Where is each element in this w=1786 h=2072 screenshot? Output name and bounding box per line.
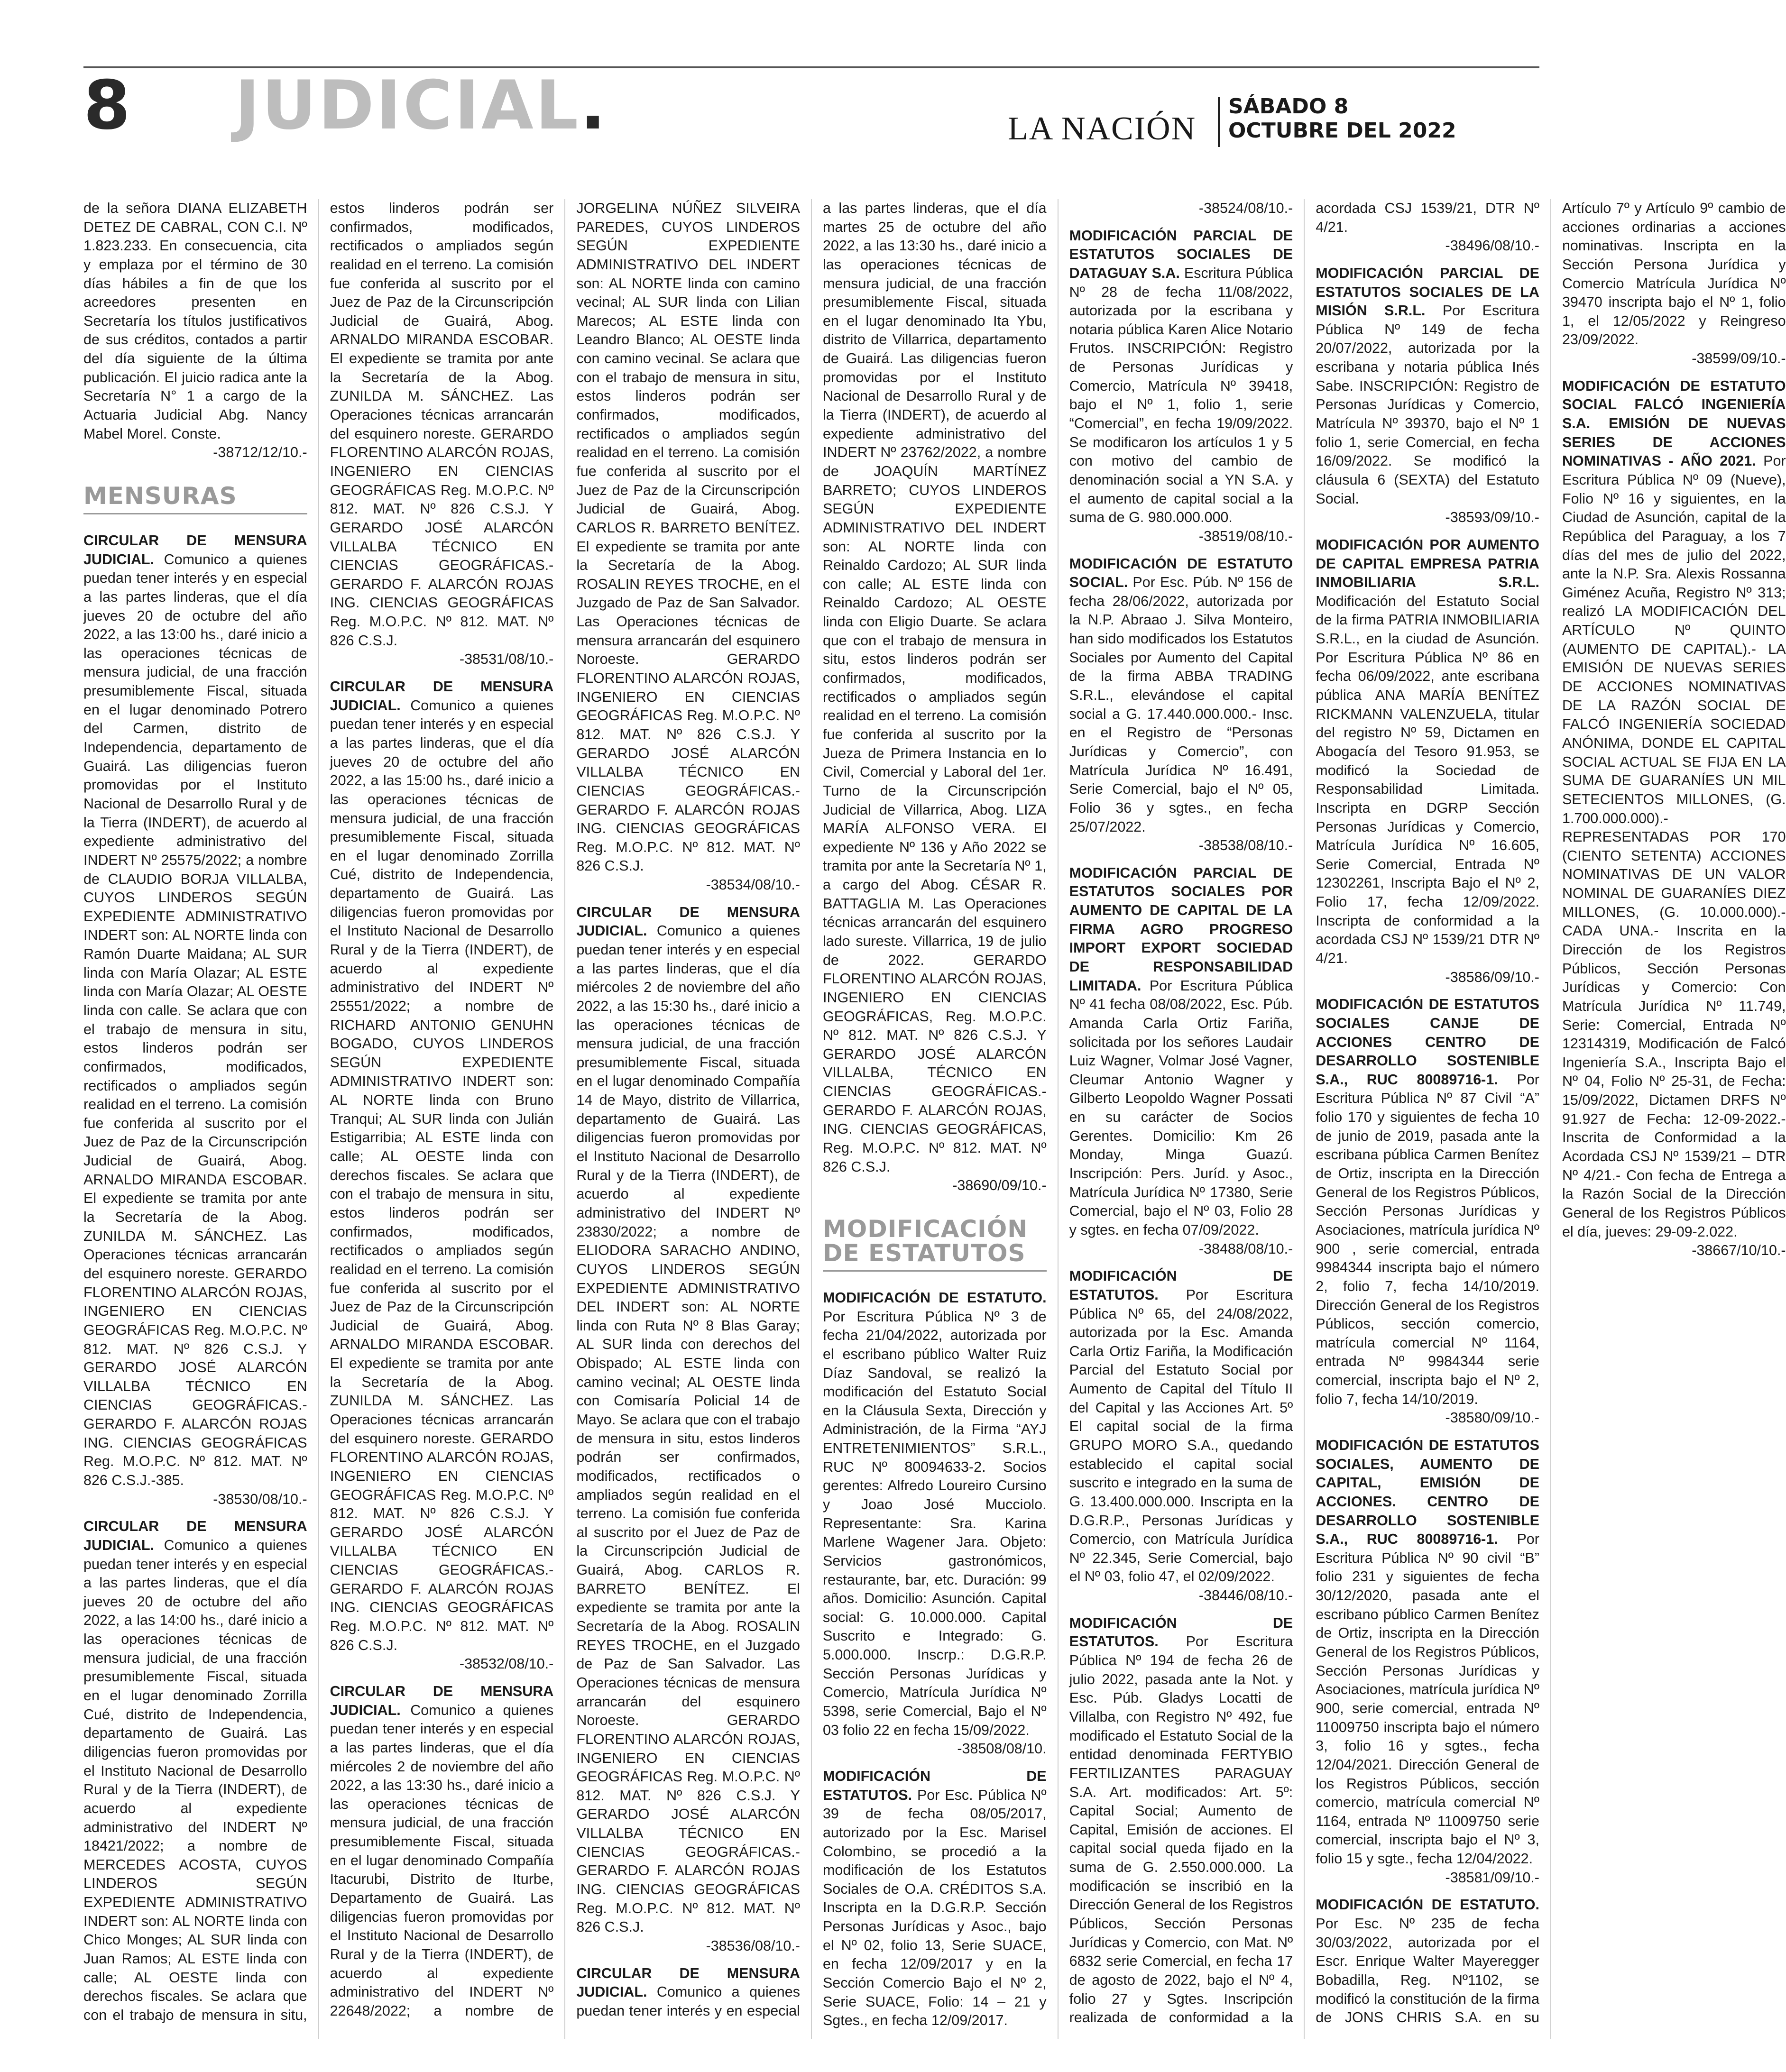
legal-notice: [1069, 1267, 1293, 1605]
notice-reference: -38586/09/10.-: [1445, 969, 1539, 985]
notice-reference: -38524/08/10.-: [1198, 200, 1293, 216]
legal-notice: [1316, 995, 1539, 1428]
notice-body: Por Esc. Nº 235 de fecha 30/03/2022, autorizada por el Escr. Enrique Walter Mayeregger Bobadilla, Reg. Nº1102, se modificó la constitución de la firma de JONS CHRIS S.A. en su Artículo 7º y Artículo 9º cambio de acciones ordinarias a acciones nominativas. Inscripta en la Sección Persona Jurídica y Comercio Matrícula Jurídica Nº 39470 inscripta bajo el Nº 1, folio 1, el 12/05/2022 y Reingreso 23/09/2022.: [1316, 200, 1786, 2026]
notice-body: Por Esc. Pública Nº 39 de fecha 08/05/2017, autorizado por la Esc. Marisel Colombino, se procedió a la modificación de los Estatutos Sociales de O.A. CRÉDITOS S.A. Inscripta en la D.G.R.P. Sección Personas Jurídicas y Asoc., bajo el Nº 02, folio 13, Serie SUACE, en fecha 12/09/2017 y en la Sección Comercio Bajo el Nº 2, Serie SUACE, Folio: 14 – 21 y Sgtes., en fecha 12/09/2017.: [822, 1787, 1047, 2029]
legal-notice: [1316, 1436, 1539, 1887]
notice-reference: -38667/10/10.-: [1692, 1242, 1786, 1259]
notice-reference: -38593/09/10.-: [1445, 509, 1539, 526]
notice-reference: -38508/08/10.: [957, 1741, 1047, 1757]
legal-notice: [1316, 264, 1539, 527]
notice-reference: -38496/08/10.-: [1445, 238, 1539, 254]
notice-heading: CIRCULAR DE MENSURA JUDICIAL.: [330, 678, 554, 714]
notice-reference: -38531/08/10.-: [459, 651, 554, 668]
notice-heading: MODIFICACIÓN DE ESTATUTOS.: [1069, 1614, 1293, 1650]
legal-notice: [576, 903, 800, 1956]
notice-body: de la señora DIANA ELIZABETH DETEZ DE CABRAL, CON C.I. Nº 1.823.233. En consecuencia, cita y emplaza por el término de 30 días hábiles a fin de que los acreedores presenten en Secretaría los títulos justificativos de sus créditos, contados a partir del día siguiente de la última publicación. El juicio radica ante la Secretaría N° 1 a cargo de la Actuaria Judicial Abg. Nancy Mabel Morel. Conste.: [83, 200, 307, 442]
notice-heading: MODIFICACIÓN POR AUMENTO DE CAPITAL EMPRESA PATRIA INMOBILIARIA S.R.L.: [1316, 536, 1539, 591]
notice-heading: MODIFICACIÓN DE ESTATUTO SOCIAL FALCÓ INGENIERÍA S.A. EMISIÓN DE NUEVAS SERIES DE ACCIONES NOMINATIVAS - AÑO 2021.: [1562, 377, 1786, 469]
legal-notice: [83, 532, 307, 1509]
notice-reference: -38488/08/10.-: [1198, 1240, 1293, 1257]
issue-date: [1228, 95, 1456, 143]
legal-notice: [1069, 555, 1293, 855]
notice-heading: MODIFICACIÓN PARCIAL DE ESTATUTOS SOCIALES DE DATAGUAY S.A.: [1069, 227, 1293, 281]
legal-notice: [330, 678, 554, 1674]
legal-notice: [823, 1289, 1047, 1759]
notice-heading: CIRCULAR DE MENSURA JUDICIAL.: [576, 1965, 800, 2000]
section-title-text: JUDICIAL: [235, 66, 580, 145]
newspaper-masthead: LA NACIÓN: [1008, 110, 1197, 147]
notice-heading: MODIFICACIÓN DE ESTATUTOS SOCIALES CANJE DE ACCIONES CENTRO DE DESARROLLO SOSTENIBLE S.A., RUC 80089716-1.: [1316, 996, 1539, 1088]
notice-body: Por Escritura Pública Nº 3 de fecha 21/04/2022, autorizada por el escribano público Walter Ruiz Díaz Sandoval, se realizó la modificación del Estatuto Social en la Cláusula Sexta, Dirección y Administración, de la Firma “AYJ ENTRETENIMIENTOS” S.R.L., RUC Nº 80094633-2. Socios gerentes: Alfredo Loureiro Cursino y Joao José Mucciolo. Representante: Sra. Karina Marlene Wagener Jara. Objeto: Servicios gastronómicos, restaurante, bar, etc. Duración: 99 años. Domicilio: Asunción. Capital social: G. 10.000.000. Capital Suscrito e Integrado: G. 5.000.000. Inscrp.: D.G.R.P. Sección Personas Jurídicas y Comercio, Matrícula Jurídica Nº 5398, serie Comercial, Bajo el Nº 03 folio 22 en fecha 15/09/2022.: [822, 1308, 1047, 1738]
notice-reference: -38538/08/10.-: [1198, 837, 1293, 854]
notice-reference: -38532/08/10.-: [459, 1656, 554, 1672]
notice-heading: CIRCULAR DE MENSURA JUDICIAL.: [330, 1683, 554, 1718]
notice-reference: -38446/08/10.-: [1198, 1587, 1293, 1604]
notice-body: Comunico a quienes puedan tener interés y en especial a las partes linderas, que el día martes 25 de octubre del año 2022, a las 13:30 hs., daré inicio a las operaciones técnicas de mensura judicial, de una fracción presumiblemente Fiscal, situada en el lugar denominado Ita Ybu, distrito de Villarrica, departamento de Guairá. Las diligencias fueron promovidas por el Instituto Nacional de Desarrollo Rural y de la Tierra (INDERT), de acuerdo al expediente administrativo del INDERT Nº 23762/2022, a nombre de JOAQUÍN MARTÍNEZ BARRETO; CUYOS LINDEROS SEGÚN EXPEDIENTE ADMINISTRATIVO DEL INDERT son: AL NORTE linda con Reinaldo Cardozo; AL SUR linda con calle; AL ESTE linda con Reinaldo Cardozo; AL OESTE linda con Eligio Duarte. Se aclara que con el trabajo de mensura in situ, estos linderos podrán ser confirmados, modificados, rectificados o ampliados según realidad en el terreno. La comisión fue conferida al suscrito por la Jueza de Primera Instancia en lo Civil, Comercial y Laboral del 1er. Turno de la Circunscripción Judicial de Villarrica, Abog. LIZA MARÍA ALFONSO VERA. El expediente Nº 136 y Año 2022 se tramita por ante la Secretaría Nº 1, a cargo del Abog. CÉSAR R. BATTAGLIA M. Las Operaciones técnicas arrancarán del esquinero lado sureste. Villarrica, 19 de julio de 2022. GERARDO FLORENTINO ALARCÓN ROJAS, INGENIERO EN CIENCIAS GEOGRÁFICAS, Reg. M.O.P.C. Nº 812. MAT. Nº 826 C.S.J. Y GERARDO JOSÉ ALARCÓN VILLALBA, TÉCNICO EN CIENCIAS GEOGRÁFICAS.- GERARDO F. ALARCÓN ROJAS, ING. CIENCIAS GEOGRÁFICAS, Reg. M.O.P.C. Nº 812. MAT. Nº 826 C.S.J.: [576, 200, 1047, 2019]
notice-body: Por Escritura Pública Nº 90 civil “B” folio 231 y siguientes de fecha 30/12/2020, pasada ante el escribano público Carmen Benítez de Ortiz, inscripta en la Dirección General de los Registros Públicos, Sección Personas Jurídicas y Asociaciones, matrícula jurídica Nº 900, serie comercial, entrada Nº 11009750 inscripta bajo el número 3, folio 16 y sgtes., fecha 12/04/2021. Dirección General de los Registros Públicos, sección comercio, matrícula comercial Nº 1164, entrada Nº 11009750 serie comercial, inscripta bajo el Nº 3, folio 15 y sgte., fecha 12/04/2022.: [1316, 1531, 1539, 1867]
notice-heading: MODIFICACIÓN DE ESTATUTOS.: [822, 1768, 1047, 1803]
section-title-dot: .: [580, 66, 608, 145]
notice-heading: MODIFICACIÓN DE ESTATUTO SOCIAL.: [1069, 555, 1293, 591]
notice-reference: -38519/08/10.-: [1198, 528, 1293, 544]
notice-body: Comunico a quienes puedan tener interés y en especial a las partes linderas, que el día jueves 20 de octubre del año 2022, a las 13:00 hs., daré inicio a las operaciones técnicas de mensura judicial, de una fracción presumiblemente Fiscal, situada en el lugar denominado Potrero del Carmen, distrito de Independencia, departamento de Guairá. Las diligencias fueron promovidas por el Instituto Nacional de Desarrollo Rural y de la Tierra (INDERT), de acuerdo al expediente administrativo del INDERT Nº 25575/2022; a nombre de CLAUDIO BORJA VILLALBA, CUYOS LINDEROS SEGÚN EXPEDIENTE ADMINISTRATIVO INDERT son: AL NORTE linda con Ramón Duarte Maidana; AL SUR linda con María Olazar; AL ESTE linda con María Olazar; AL OESTE linda con calle. Se aclara que con el trabajo de mensura in situ, estos linderos podrán ser confirmados, modificados, rectificados o ampliados según realidad en el terreno. La comisión fue conferida al suscrito por el Juez de Paz de la Circunscripción Judicial de Guairá, Abog. ARNALDO MIRANDA ESCOBAR. El expediente se tramita por ante la Secretaría de la Abog. ZUNILDA M. SÁNCHEZ. Las Operaciones técnicas arrancarán del esquinero noreste. GERARDO FLORENTINO ALARCÓN ROJAS, INGENIERO EN CIENCIAS GEOGRÁFICAS Reg. M.O.P.C. Nº 812. MAT. Nº 826 C.S.J. Y GERARDO JOSÉ ALARCÓN VILLALBA TÉCNICO EN CIENCIAS GEOGRÁFICAS.- GERARDO F. ALARCÓN ROJAS ING. CIENCIAS GEOGRÁFICAS Reg. M.O.P.C. Nº 812. MAT. Nº 826 C.S.J.-385.: [83, 551, 307, 1488]
notice-heading: MODIFICACIÓN DE ESTATUTOS.: [1069, 1268, 1293, 1303]
notice-body: Modificación del Estatuto Social de la firma PATRIA INMOBILIARIA S.R.L., en la ciudad de Asunción. Por Escritura Pública Nº 86 en fecha 06/09/2022, ante escribana pública ANA MARÍA BENÍTEZ RICKMANN VALENZUELA, titular del registro Nº 59, Dictamen en Abogacía del Tesoro 91.953, se modificó la Sociedad de Responsabilidad Limitada. Inscripta en DGRP Sección Personas Jurídicas y Comercio, Matrícula Jurídica Nº 16.605, Serie Comercial, Entrada Nº 12302261, Inscripta Bajo el Nº 2, Folio 17, fecha 12/09/2022. Inscripta de conformidad a la acordada CSJ Nº 1539/21 DTR Nº 4/21.: [1316, 593, 1539, 966]
legal-notice: [1316, 536, 1539, 987]
notice-reference: -38599/09/10.-: [1692, 350, 1786, 367]
notice-body: Por Escritura Pública Nº 41 fecha 08/08/2022, Esc. Púb. Amanda Carla Ortiz Fariña, solicitada por los señores Laudair Luiz Wagner, Volmar José Vagner, Cleumar Antonio Wagner y Gilberto Leopoldo Wagner Possati en su carácter de Socios Gerentes. Domicilio: Km 26 Monday, Minga Guazú. Inscripción: Pers. Juríd. y Asoc., Matrícula Jurídica Nº 17380, Serie Comercial, bajo el Nº 03, Folio 28 y sgtes. en fecha 07/09/2022.: [1069, 977, 1293, 1238]
section-heading: MENSURAS: [83, 484, 307, 514]
notice-body: Por Escritura Pública Nº 87 Civil “A” folio 170 y siguientes de fecha 10 de junio de 2019, pasada ante la escribana pública Carmen Benítez de Ortiz, inscripta en la Dirección General de los Registros Públicos, Sección Personas Jurídicas y Asociaciones, matrícula jurídica Nº 900 , serie comercial, entrada 9984344 inscripta bajo el número 2, folio 7, fecha 14/10/2019. Dirección General de los Registros Públicos, sección comercio, matrícula comercial Nº 1164, entrada Nº 9984344 serie comercial, inscripta bajo el Nº 2, folio 7, fecha 14/10/2019.: [1316, 1071, 1539, 1407]
notice-heading: CIRCULAR DE MENSURA JUDICIAL.: [576, 904, 800, 939]
section-title: [235, 66, 608, 145]
notice-heading: MODIFICACIÓN DE ESTATUTO.: [822, 1289, 1047, 1306]
notice-body: Escritura Pública Nº 28 de fecha 11/08/2022, autorizada por la escribana y notaria pública Karen Alice Notario Frutos. INSCRIPCIÓN: Registro de Personas Jurídicas y Comercio, Matrícula Nº 39418, bajo el Nº 1, folio 1, serie “Comercial”, en fecha 19/09/2022. Se modificaron los artículos 1 y 5 con motivo del cambio de denominación social a YN S.A. y el aumento de capital social a la suma de G. 980.000.000.: [1069, 265, 1293, 526]
legal-notice: [83, 199, 307, 462]
notice-body: Comunico a quienes puedan tener interés y en especial a las partes linderas, que el día jueves 20 de octubre del año 2022, a las 14:00 hs., daré inicio a las operaciones técnicas de mensura judicial, de una fracción presumiblemente Fiscal, situada en el lugar denominado Zorrilla Cué, distrito de Independencia, departamento de Guairá. Las diligencias fueron promovidas por el Instituto Nacional de Desarrollo Rural y de la Tierra (INDERT), de acuerdo al expediente administrativo del INDERT Nº 18421/2022; a nombre de MERCEDES ACOSTA, CUYOS LINDEROS SEGÚN EXPEDIENTE ADMINISTRATIVO INDERT son: AL NORTE linda con Chico Monges; AL SUR linda con Juan Ramos; AL ESTE linda con calle; AL OESTE linda con derechos fiscales. Se aclara que con el trabajo de mensura in situ, estos linderos podrán ser confirmados, modificados, rectificados o ampliados según realidad en el terreno. La comisión fue conferida al suscrito por el Juez de Paz de la Circunscripción Judicial de Guairá, Abog. ARNALDO MIRANDA ESCOBAR. El expediente se tramita por ante la Secretaría de la Abog. ZUNILDA M. SÁNCHEZ. Las Operaciones técnicas arrancarán del esquinero noreste. GERARDO FLORENTINO ALARCÓN ROJAS, INGENIERO EN CIENCIAS GEOGRÁFICAS Reg. M.O.P.C. Nº 812. MAT. Nº 826 C.S.J. Y GERARDO JOSÉ ALARCÓN VILLALBA TÉCNICO EN CIENCIAS GEOGRÁFICAS.- GERARDO F. ALARCÓN ROJAS ING. CIENCIAS GEOGRÁFICAS Reg. M.O.P.C. Nº 812. MAT. Nº 826 C.S.J.: [83, 200, 554, 2023]
section-heading: MODIFICACIÓN DE ESTATUTOS: [823, 1217, 1047, 1272]
notice-body: Comunico a quienes puedan tener interés y en especial a las partes linderas, que el día jueves 20 de octubre del año 2022, a las 15:00 hs., daré inicio a las operaciones técnicas de mensura judicial, de una fracción presumiblemente Fiscal, situada en el lugar denominado Zorrilla Cué, distrito de Independencia, departamento de Guairá. Las diligencias fueron promovidas por el Instituto Nacional de Desarrollo Rural y de la Tierra (INDERT), de acuerdo al expediente administrativo del INDERT Nº 25551/2022; a nombre de RICHARD ANTONIO GENUHN BOGADO, CUYOS LINDEROS SEGÚN EXPEDIENTE ADMINISTRATIVO INDERT son: AL NORTE linda con Bruno Tranqui; AL SUR linda con Julián Estigarribia; AL ESTE linda con calle; AL OESTE linda con derechos fiscales. Se aclara que con el trabajo de mensura in situ, estos linderos podrán ser confirmados, modificados, rectificados o ampliados según realidad en el terreno. La comisión fue conferida al suscrito por el Juez de Paz de la Circunscripción Judicial de Guairá, Abog. ARNALDO MIRANDA ESCOBAR. El expediente se tramita por ante la Secretaría de la Abog. ZUNILDA M. SÁNCHEZ. Las Operaciones técnicas arrancarán del esquinero noreste. GERARDO FLORENTINO ALARCÓN ROJAS, INGENIERO EN CIENCIAS GEOGRÁFICAS Reg. M.O.P.C. Nº 812. MAT. Nº 826 C.S.J. Y GERARDO JOSÉ ALARCÓN VILLALBA TÉCNICO EN CIENCIAS GEOGRÁFICAS.- GERARDO F. ALARCÓN ROJAS ING. CIENCIAS GEOGRÁFICAS Reg. M.O.P.C. Nº 812. MAT. Nº 826 C.S.J.: [330, 697, 554, 1653]
legal-notice: [1562, 377, 1786, 1260]
legal-notice: [1069, 227, 1293, 546]
notice-reference: -38536/08/10.-: [706, 1937, 800, 1954]
notice-body: Por Escritura Pública Nº 194 de fecha 26 de julio 2022, pasada ante la Not. y Esc. Púb. Gladys Locatti de Villalba, con Registro Nº 492, fue modificado el Estatuto Social de la entidad denominada FERTYBIO FERTILIZANTES PARAGUAY S.A. Art. modificados: Art. 5º: Capital Social; Aumento de Capital, Emisión de acciones. El capital social queda fijado en la suma de G. 2.550.000.000. La modificación se inscribió en la Dirección General de los Registros Públicos, Sección Personas Jurídicas y Comercio, con Mat. Nº 6832 serie Comercial, en fecha 17 de agosto de 2022, bajo el Nº 4, folio 27 y Sgtes. Inscripción realizada de conformidad a la acordada CSJ 1539/21, DTR Nº 4/21.: [1069, 200, 1539, 2026]
notice-heading: MODIFICACIÓN DE ESTATUTOS SOCIALES, AUMENTO DE CAPITAL, EMISIÓN DE ACCIONES. CENTRO DE DESARROLLO SOSTENIBLE S.A., RUC 80089716-1.: [1316, 1437, 1539, 1548]
notice-body: Comunico a quienes puedan tener interés y en especial a las partes linderas, que el día miércoles 2 de noviembre del año 2022, a las 13:30 hs., daré inicio a las operaciones técnicas de mensura judicial, de una fracción presumiblemente Fiscal, situada en el lugar denominado Compañía Itacurubi, Distrito de Iturbe, Departamento de Guairá. Las diligencias fueron promovidas por el Instituto Nacional de Desarrollo Rural y de la Tierra (INDERT), de acuerdo al expediente administrativo del INDERT Nº 22648/2022; a nombre de JORGELINA NÚÑEZ SILVEIRA PAREDES, CUYOS LINDEROS SEGÚN EXPEDIENTE ADMINISTRATIVO DEL INDERT son: AL NORTE linda con camino vecinal; AL SUR linda con Lilian Marecos; AL ESTE linda con Leandro Blanco; AL OESTE linda con camino vecinal. Se aclara que con el trabajo de mensura in situ, estos linderos podrán ser confirmados, modificados, rectificados o ampliados según realidad en el terreno. La comisión fue conferida al suscrito por el Juez de Paz de la Circunscripción Judicial de Guairá, Abog. CARLOS R. BARRETO BENÍTEZ. El expediente se tramita por ante la Secretaría de la Abog. ROSALIN REYES TROCHE, en el Juzgado de Paz de San Salvador. Las Operaciones técnicas de mensura arrancarán del esquinero Noroeste. GERARDO FLORENTINO ALARCÓN ROJAS, INGENIERO EN CIENCIAS GEOGRÁFICAS Reg. M.O.P.C. Nº 812. MAT. Nº 826 C.S.J. Y GERARDO JOSÉ ALARCÓN VILLALBA TÉCNICO EN CIENCIAS GEOGRÁFICAS.- GERARDO F. ALARCÓN ROJAS ING. CIENCIAS GEOGRÁFICAS Reg. M.O.P.C. Nº 812. MAT. Nº 826 C.S.J.: [330, 200, 800, 2019]
notice-body: Por Escritura Pública Nº 149 de fecha 20/07/2022, autorizada por la escribana y notaria pública Inés Sabe. INSCRIPCIÓN: Registro de Personas Jurídicas y Comercio, Matrícula Nº 39370, bajo el Nº 1 folio 1, serie Comercial, en fecha 16/09/2022. Se modificó la cláusula 6 (SEXTA) del Estatuto Social.: [1316, 303, 1539, 507]
legal-notice: [1069, 864, 1293, 1258]
issue-date-month-year: OCTUBRE DEL 2022: [1228, 118, 1456, 143]
notice-reference: -38581/09/10.-: [1445, 1869, 1539, 1886]
date-separator: [1218, 97, 1220, 147]
notice-heading: CIRCULAR DE MENSURA JUDICIAL.: [83, 1518, 307, 1553]
notice-reference: -38530/08/10.-: [213, 1491, 307, 1507]
notice-heading: MODIFICACIÓN PARCIAL DE ESTATUTOS SOCIALES POR AUMENTO DE CAPITAL DE LA FIRMA AGRO PROGRESO IMPORT EXPORT SOCIEDAD DE RESPONSABILIDAD LIMITADA.: [1069, 864, 1293, 994]
notice-body: Comunico a quienes puedan tener interés y en especial a las partes linderas, que el día miércoles 2 de noviembre del año 2022, a las 15:30 hs., daré inicio a las operaciones técnicas de mensura judicial, de una fracción presumiblemente Fiscal, situada en el lugar denominado Compañía 14 de Mayo, distrito de Villarrica, departamento de Guairá. Las diligencias fueron promovidas por el Instituto Nacional de Desarrollo Rural y de la Tierra (INDERT), de acuerdo al expediente administrativo del INDERT Nº 23830/2022; a nombre de ELIODORA SARACHO ANDINO, CUYOS LINDEROS SEGÚN EXPEDIENTE ADMINISTRATIVO DEL INDERT son: AL NORTE linda con Ruta Nº 8 Blas Garay; AL SUR linda con derechos del Obispado; AL ESTE linda con camino vecinal; AL OESTE linda con Comisaría Policial 14 de Mayo. Se aclara que con el trabajo de mensura in situ, estos linderos podrán ser confirmados, modificados, rectificados o ampliados según realidad en el terreno. La comisión fue conferida al suscrito por el Juez de Paz de la Circunscripción Judicial de Guairá, Abog. CARLOS R. BARRETO BENÍTEZ. El expediente se tramita por ante la Secretaría de la Abog. ROSALIN REYES TROCHE, en el Juzgado de Paz de San Salvador. Las Operaciones técnicas de mensura arrancarán del esquinero Noroeste. GERARDO FLORENTINO ALARCÓN ROJAS, INGENIERO EN CIENCIAS GEOGRÁFICAS Reg. M.O.P.C. Nº 812. MAT. Nº 826 C.S.J. Y GERARDO JOSÉ ALARCÓN VILLALBA TÉCNICO EN CIENCIAS GEOGRÁFICAS.- GERARDO F. ALARCÓN ROJAS ING. CIENCIAS GEOGRÁFICAS Reg. M.O.P.C. Nº 812. MAT. Nº 826 C.S.J.: [576, 923, 800, 1935]
notice-reference: -38534/08/10.-: [706, 877, 800, 893]
page-number: 8: [83, 66, 130, 145]
notice-heading: MODIFICACIÓN PARCIAL DE ESTATUTOS SOCIALES DE LA MISIÓN S.R.L.: [1316, 265, 1539, 319]
notice-heading: CIRCULAR DE MENSURA JUDICIAL.: [83, 532, 307, 568]
issue-date-day: SÁBADO 8: [1228, 94, 1349, 119]
notice-body: Por Esc. Púb. Nº 156 de fecha 28/06/2022, autorizada por la N.P. Abraao J. Silva Monteiro, han sido modificados los Estatutos Sociales por Aumento del Capital de la firma ABBA TRADING S.R.L., elevándose el capital social a G. 17.440.000.000.- Insc. en el Registro de “Personas Jurídicas y Comercio”, con Matrícula Jurídica Nº 16.491, Serie Comercial, bajo el Nº 05, Folio 36 y sgtes., en fecha 25/07/2022.: [1069, 574, 1293, 835]
notice-body: Por Escritura Pública Nº 65, del 24/08/2022, autorizada por la Esc. Amanda Carla Ortiz Fariña, la Modificación Parcial del Estatuto Social por Aumento de Capital del Título II del Capital y las Acciones Art. 5º El capital social de la firma GRUPO MORO S.A., quedando establecido el capital social suscrito e integrado en la suma de G. 13.400.000.000. Inscripta en la D.G.R.P., Personas Jurídicas y Comercio, con Matrícula Jurídica Nº 22.345, Serie Comercial, bajo el Nº 03, folio 47, el 02/09/2022.: [1069, 1286, 1293, 1585]
notice-reference: -38690/09/10.-: [952, 1177, 1047, 1194]
notice-reference: -38580/09/10.-: [1445, 1410, 1539, 1426]
notice-columns: [83, 199, 1786, 2039]
notice-body: Por Escritura Pública Nº 09 (Nueve), Folio Nº 16 y siguientes, en la Ciudad de Asunción, capital de la República del Paraguay, a los 7 días del mes de julio del 2022, ante la N.P. Sra. Alexis Rossanna Giménez Acuña, Registro Nº 313; realizó LA MODIFICACIÓN DEL ARTÍCULO Nº QUINTO (AUMENTO DE CAPITAL).- LA EMISIÓN DE NUEVAS SERIES DE ACCIONES NOMINATIVAS DE LA RAZÓN SOCIAL DE FALCÓ INGENIERÍA SOCIEDAD ANÓNIMA, DONDE EL CAPITAL SOCIAL ACTUAL SE FIJA EN LA SUMA DE GUARANÍES UN MIL SETECIENTOS MILLONES, (G. 1.700.000.000).- REPRESENTADAS POR 170 (CIENTO SETENTA) ACCIONES NOMINATIVAS DE UN VALOR NOMINAL DE GUARANÍES DIEZ MILLONES, (G. 10.000.000).- CADA UNA.- Inscrita en la Dirección de los Registros Públicos, Sección Personas Jurídicas y Comercio: Con Matrícula Jurídica Nº 11.749, Serie: Comercial, Entrada Nº 12314319, Modificación de Falcó Ingeniería S.A., Inscripta Bajo el Nº 04, Folio Nº 25-31, de Fecha: 15/09/2022, Dictamen DRFS Nº 91.927 de Fecha: 12-09-2022.- Inscrita de Conformidad a la Acordada CSJ Nº 1539/21 – DTR Nº 4/21.- Con fecha de Entrega a la Razón Social de la Dirección General de los Registros Públicos el día, jueves: 29-09-2.022.: [1562, 453, 1786, 1240]
notice-reference: -38712/12/10.-: [213, 444, 307, 461]
notice-heading: MODIFICACIÓN DE ESTATUTO.: [1316, 1897, 1539, 1913]
